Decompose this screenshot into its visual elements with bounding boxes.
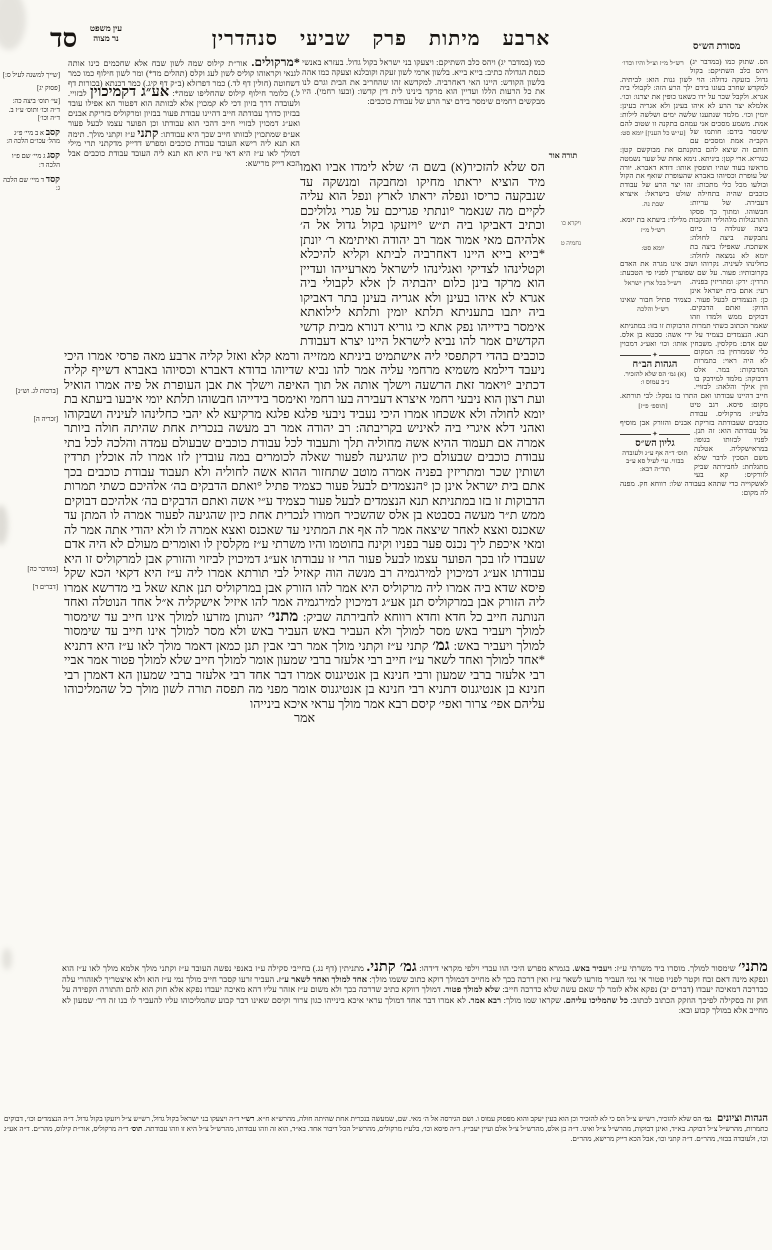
margin-ref: [במדבר כה] bbox=[27, 566, 58, 573]
rashi-dibbur: כל שהמליכו עליהם. bbox=[563, 995, 628, 1005]
entry-text: ג מיי׳ שם פ״ו הלכה ד: bbox=[11, 153, 60, 169]
torah-or-label: תורה אור bbox=[548, 151, 578, 160]
rashi-column bbox=[620, 58, 768, 958]
ein-mishpat-column bbox=[2, 72, 60, 198]
rashi-text: של הקב״ה אמת ומסכים עם חותם זה שיצא להם בתקנתם את מבוקשם קטן: כגוריא. ארי קטן: ביניתא. נימא אחת של שער נשמטה מראשו בעוד שהיו תופסין אותו: דודא דאברא. יורה של עופרת וכסיוהו באברא שהעופרת שואף את הקול ובולעו מכל כלי מתכות: זהו יצר הרע של עבודת כוכבים שהיה בתחילה שולט בישראל: bbox=[620, 128, 769, 198]
margin-note-rashal: רש״ל בכל ארץ ישראל bbox=[624, 279, 682, 287]
flourish-gem-icon: ✦ bbox=[652, 350, 658, 359]
rashi-text: ואתם הדבקים. דבוקים ממש ולמדו וזהו שאמר הכתוב כשתי תמרות הדבוקות זו בזו: במתניתא תנא. הנצמדים כצמיד על ידי אשה: סבטא בן אלס. שם אדם: מקלסין. משבחין אותו: וכו׳ ואע״ג דמכוין bbox=[620, 304, 768, 348]
ein-mishpat-header bbox=[84, 24, 128, 44]
rashi-dibbur: רבא אמר. bbox=[468, 995, 502, 1005]
ein-mishpat-line2: נר מצוה bbox=[93, 32, 119, 43]
flourish-gem-icon: ✦ bbox=[652, 429, 658, 438]
tosafot-dibbur: אע״ג דקמיכוין bbox=[89, 84, 170, 101]
rashi-text: הס. שתוק כמו (במדבר יג) ויהס כלב השתיקם: בקול גדול. בזעקה גדולה: הוי לשון גנות הוא: לביתיה. למקדש שחרב בעונו בידם ילך הרע הזה: לקבולי ביה אגרא. ולקבל שכר על ידו כשאנו כופין את יצרנו: וכו׳. אלמלא יצר הרע לא איהו בעינן ולא אגריה בעינן: יומין וכו׳. מלמד שנתענו שלשה ימים ושלשה לילות: אמת. משמע מסכים אני עמהם בתקנה זו שטוב להם שימסר בידם: חותמו bbox=[620, 58, 768, 137]
margin-note: [שייך למשנה לעיל ס:] bbox=[2, 72, 60, 79]
flourish-ornament bbox=[620, 430, 690, 438]
margin-ref: [דברים ד] bbox=[32, 584, 58, 591]
gemara-part: קתני ע״ז וקתני מולך אמר רבי אבין תנן כמאן דאמר מולך לאו ע״ז היא דתניא *אחד למולך ואחד לשאר ע״ז חייב רבי אלעזר ברבי שמעון אומר למולך חייב שלא למולך פטור אמר אביי רבי אלעזר ברבי שמעון ורבי חנינא בן אנטיגנוס אמרו דבר אחד רבי אלעזר ברבי שמעון הא דאמרן רבי חנינא בן אנטיגנוס דתניא רבי חנינא בן אנטיגנוס אומר מפני מה תפסה תורה לשון מולך כל שהמליכוהו עליהם אפי׳ צרור ואפי׳ קיסם רבא אמר מולך עראי איכא בינייהו bbox=[63, 638, 545, 711]
ein-mishpat-entry bbox=[2, 175, 60, 193]
rashi-text: פיסא. רגב טיט בלע״ז: מרקוליס. עבודת כוכבים שעבודתה בזריקת אבנים והזורק אבן מוסיף על עבודתה הוא: זה bbox=[620, 401, 768, 436]
tosafot-dibbur: קתני bbox=[137, 125, 159, 140]
tosafot-text: אור״ת קילוס שמה לשון שבח אלא שחכמים כינו אותה לגנאי וקראוהו קוליס לשון לעג וקלס (תהלים מד*) ומר לשון חילוף כמו כמר דשחוטה (חולין דף לד.) כמר דפרזלא (ב״ק דף קיג.) כמר דכנתא (בכורות דף ל.) כלומר חילוף קילוס שהחליפו שמה*: bbox=[68, 59, 300, 99]
tosafot-text: לבזויי. ולעובדה דרך בזיון דכי לא קמכוין אלא לבזותה הוא דפטור הא אפילו עובד בבזיון כדרך עבודתה חייב דהיינו עבודת פעור בבזיון ומרקוליס בזריקת אבנים ואע״ג דמכוין לבזויי חייב דהכי הוא עבודתו וכן הפוער עצמו לבעל פעור אע״פ שמתכוין לבזותו חייב שכך היא עבודתו: bbox=[68, 89, 300, 139]
rashi-text: איצרא דעבירה. של עריות: חבשוהו. ומתוך כך פסקו התרנגולות מלהוליד והנקבות מלילד: bbox=[620, 189, 768, 225]
torah-or-ref: נחמיה ט bbox=[560, 240, 581, 247]
daf-number: סד bbox=[50, 24, 78, 53]
margin-note: [עי׳ תוס׳ ביצה כה: ד״ה וכו׳ ותוס׳ ע״ז ב. ד״ה וכו׳] bbox=[8, 98, 60, 122]
footnote-text: ד״ה מרקוליס, אור״ת קילוס, מהר״ם. ד״ה אע״ג וכו׳, ולעובדה בבזוי, מהר״ם. ד״ה קתני וכו׳, אבל הכא דייק מרישא, מהר״ם. bbox=[4, 1125, 768, 1144]
gemara-part: א״ל אחד הנוטלה ואחד הנותנה חייב כל חדא וחדא רווחא לחבירתה שביק: bbox=[64, 595, 545, 624]
entry-letter: קסד bbox=[45, 173, 60, 184]
rashi-top-block bbox=[302, 58, 545, 160]
footnote-lead: תוס׳ bbox=[130, 1125, 143, 1134]
margin-ref-yoma: יומא סט: bbox=[641, 244, 665, 252]
rashi-text: בגמרא מפרש היכי הוו עבדי וילפי מקראי דידהו: bbox=[419, 964, 570, 973]
gemara-label: גמ׳ bbox=[432, 637, 450, 654]
rashi-dibbur: גמ׳ קתני. bbox=[366, 959, 417, 975]
page-title: ארבע מיתות פרק שביעי סנהדרין bbox=[211, 28, 551, 50]
margin-ref-shabbat: שבת נה. bbox=[642, 200, 664, 208]
hagahot-habach-text: (א) גמ׳ הס שלא להזכיר. נ״ב עמוס ו: bbox=[623, 371, 687, 386]
gemara-last-word: אמר bbox=[293, 711, 316, 725]
ein-mishpat-entry bbox=[2, 128, 60, 146]
entry-letter: קסג bbox=[47, 150, 60, 161]
scan-smudge bbox=[0, 505, 8, 545]
ein-mishpat-line1: עין משפט bbox=[89, 23, 123, 33]
rashi-text: תנן. לפניו לבזותו בגופו: במראישקליה. אטלנה משם הסכין לדבר שלא מתגלחת: לחבירתה שביק לזורקיס: קא בעי לאשקוייה כדי שתהא בעבודה שלו: רווחא חק. מפנה לה מקום: bbox=[620, 427, 768, 498]
rashi-text: ביעתא בת יומא. ביצה שנולדה בו ביום נתבקשה ביצה לחולה: bbox=[620, 216, 768, 242]
flourish-ornament bbox=[620, 351, 690, 359]
rashi-text: מתניתין (דף נג.) בחייבי סקילה ע״ז באנפי נפשה העובד ע״ז וקתני מולך אלמא מולך לאו ע״ז הוא ונפקא מינה דאם זבח וקטר לפניו פטור אי נמי העביר מזרעו לשאר ע״ז ואין דרכה בכך לא מחייב דבמולך דוקא כתוב ששמו מולך: bbox=[62, 964, 769, 984]
rashi-text: ומתריזין בפניה. רעי: אתם בית ישראל אינן כן: הנצמדים לבעל פעור. כצמיד פתיל חבור שאינו הדוק: bbox=[620, 277, 768, 313]
mesorat-hashas-header: מסורת הש״ס bbox=[693, 42, 741, 52]
torah-or-ref: ויקרא כו bbox=[561, 220, 581, 227]
tosafot-text: ע״ז וקתני מולך. תימה הא תנא ליה רישא העובד עבודת כוכבים ומפרש דדייק מדקתני תרי מילי דמולך לאו ע״ז היא דאי ע״ז היא הא תנא ליה העובד עבודת כוכבים אבל הכא דייק מרישא: bbox=[68, 129, 300, 168]
rashi-dibbur: אחד למולך ואחד לשאר ע״ז. bbox=[276, 974, 368, 984]
hagahot-habach-title: הגהות הב״ח bbox=[632, 360, 678, 371]
gemara-part: הס שלא להזכיר(א) בשם ה׳ שלא לימדו אביו ואמו מיד הוציא יראתו מחיקו ומחבקה ומנשקה עד שנבקעה כריסו ונפלה יראתו לארץ ונפל הוא עליה לקיים מה שנאמר °ונתתי פגריכם על פגרי גלוליכם וכתיב דאביקו ביה ת״ש °ויזעקו בקול גדול אל ה׳ אלהיהם מאי אמור אמר רב יהודה ואיתימא ר׳ יונתן *בייא בייא היינו דאחרביה לביתא וקליא להיכלא וקטלינהו לצדיקי ואגלינהו לישראל מארעייהו ועדיין הוא מרקד בינן כלום יהבתיה לן אלא לקבולי ביה אגרא לא איהו בעינן ולא אגריה בעינן בתר דאביקו ביה יתבו בתעניתא תלתא יומין ותלתא לילואתא אימסר בידייהו נפק אתא כי גוריא דנורא מבית קדשי הקדשים אמר להו נביא לישראל היינו יצרא דעבודת כוכבים בהדי דקתפסי ליה אישתמיט ביניתא ממזייה ורמא קלא ואזל קליה ארבע מאה פרסי אמרו היכי ניעבד דילמא משמיא מרחמי עליה אמר להו נביא שדיוהו בדודא דאברא וכסיוהו באברא דשייף קליה דכתיב °ויאמר זאת הרשעה וישלך אותה אל תוך האיפה וישלך את אבן העופרת אל פיה אמרו הואיל ועת רצון הוא ניבעי רחמי איצרא דעבירה בעו רחמי ואימסר בידייהו חבשוהו תלתא יומי איבעו ביעתא בת יומא לחולה ולא אשכחו אמרו היכי נעביד ניבעי פלגא פלגא מרקיעא לא יהבי כחלינהו לעיניה ושבקוהו ואהני דלא איגרי ביה לאיניש בקריבתה: רב יהודה אמר רב מעשה בנכרית אחת שהיתה חולה ביותר אמרה אם תעמוד ההיא אשה מחוליה תלך ותעבוד לכל עבודת כוכבים שבעולם עמדה והלכה לכל בתי עבודת כוכבים שבעולם כיון שהגיעה לפעור שאלה לכומרים במה עובדין לזו אמרו לה אוכלין תרדין ושותין שכר ומתריזין בפניה אמרה מוטב שתחזור ההוא אשה לחוליה ולא תעבוד עבודת כוכבים בכך אתם בית ישראל אינן כן °הנצמדים לבעל פעור כצמיד פתיל °ואתם הדבקים בה׳ אלהיכם כשתי תמרות הדבוקות זו בזו במתניתא תנא הנצמדים לבעל פעור כצמיד ע״י אשה ואתם הדבקים בה׳ אלהיכם דבוקים ממש ת״ר מעשה בסבטא בן אלס שהשכיר חמורו לנכרית אחת כיון שהגיעה לפעור אמרה לו המתן עד שאכנס ואצא לאחר שיצאה אמר לה אף את המתיני עד שאכנס ואצא אמרה לו ולא יהודי אתה אמר לה ומאי איכפת ליך נכנס פער בפניו וקינח בחוטמו והיו משרתי ע״ז מקלסין לו ואומרים מעולם לא היה אדם שעבדו לזו בכך הפוער עצמו לבעל פעור הרי זו עבודתו אע״ג דמיכוין לביזוי והזורק אבן למרקוליס זו היא עבודתו אע״ג דמיכוין למירגמיה רב מנשה הוה קאזיל לבי תורתא אמרו ליה ע״ז היא דקאי הכא שקל פיסא שדא ביה אמרו ליה מרקוליס היא אמר להו הזורק אבן במרקוליס תנן אתא שאל בי מדרשא אמרו ליה הזורק אבן במרקוליס תנן אע״ג דמיכוין למירגמיה אמר להו איזיל אישקליה bbox=[64, 160, 545, 609]
hagahot-vetziyunim-block bbox=[4, 1114, 768, 1145]
footnote-text: הס שלא להזכיר, רש״ש צ״ל הס כי לא להזכיר וכן הוא בעין יעקב והוא מפסוק עמוס ו. ושם הגירסה אל ה׳ מאי. שם, שמעשה בנכרית אחת שהיתה חולה, מהרש״א ח״א. bbox=[256, 1115, 702, 1123]
rashi-dibbur: שלא למולך פטור. bbox=[443, 985, 501, 995]
rashi-text: כמו (במדבר יג) ויהס כלב השתיקם: ויצעקו בני ישראל בקול גדול. בעזרא באנשי כנסת הגדולה כתיב: בייא בייא. בלשון ארמי לשון זעקה וקובלנא וצעקה כמו אהה בלשון הקודש: היינו האי דאחרביה. למקדשא זהו שהחריב את הבית וגרם לנו את כל הרעות הללו ועדיין הוא מרקד בינינו לית דין קדשו: (ובעו רחמי). היו מבקשים רחמים שימסר בידם יצר הרע של עבודת כוכבים: bbox=[302, 58, 545, 107]
ein-mishpat-entry bbox=[2, 151, 60, 169]
scan-smudge bbox=[2, 948, 12, 970]
rashi-text: לא אמרו דבר אחד דמולך עראי איכא בינייהו כגון צרור וקיסם שאינו דבר קבוע שהמליכוהו עליו להעביר לו בנו זה דר׳ שמעון לא מחייב אלא במולך קבוע ובא: bbox=[62, 995, 768, 1016]
rashi-bottom-block bbox=[62, 959, 769, 1112]
margin-note-rashal: רש״ל והלכה bbox=[637, 306, 669, 314]
rashi-text: כלי שממרחין בו: המקום לא היה ראוי: כתמרות המדבקות: במר. אלס דדבוקה: מלמד למידבק בו וזין אילך והלאה: לבזויי. חייב דהיינו עבודתו ואם התרו בו נסקל: לבי תורתא. מקום: bbox=[620, 348, 768, 410]
main-text-area bbox=[63, 55, 546, 960]
rashi-dibbur: מתני׳ bbox=[738, 959, 768, 975]
rashi-text: שקראו שמו מולך: bbox=[503, 995, 562, 1005]
margin-ref-tosefta: [תוספ׳ פ״ז] bbox=[638, 403, 668, 411]
tosafot-dibbur: *מרקולים. bbox=[251, 55, 300, 69]
mishnah-text: יהנותן מזרעו למולך אינו חייב עד שימסור למולך ויעביר באש מסר למולך ולא העביר באש העביר באש ולא מסר למולך אינו חייב עד שימסור למולך ויעביר באש: bbox=[64, 609, 546, 653]
gilyon-hashas-box bbox=[620, 430, 690, 473]
margin-ref: [ברכות לג. וש״נ] bbox=[15, 388, 58, 395]
rashi-text: העביר זרעו קסבר חייב מולך נמי ע״ז הוא ולא איצטריך לאזהורי עלה כבדרכה דמאיכה יעבדו (דברים יב) נפקא אלא לומר לך שאם עשה שלא כדרכה חייב: bbox=[62, 974, 768, 995]
margin-note: [פסוק יג] bbox=[36, 85, 60, 93]
rashi-text: שימסור למולך. מוסרו ביד משרתי ע״ז: bbox=[614, 964, 736, 973]
scan-smudge bbox=[0, 0, 26, 50]
gilyon-hashas-title: גליון הש״ס bbox=[635, 439, 675, 450]
entry-letter: קסב bbox=[45, 127, 60, 138]
entry-text: ד מיי׳ שם הלכה ג: bbox=[3, 176, 60, 193]
rashi-dibbur: ויעביר באש. bbox=[572, 964, 612, 973]
margin-note-rashal: רש״ל מ״ז bbox=[640, 227, 666, 235]
entry-text: א ב מיי׳ פ״ג מהל׳ עכו״ם הלכה ה: bbox=[6, 130, 60, 146]
rashi-text: דמולך דווקא כתיב שדרכה בכך ולא משום ע״ז אזהר עליו דהא מאיכה יעבדו נפקא אלא חוק הוא להם והתורה הקפידה על חוק זה בסקילה לפיכך הוזקק הכתוב לכתוב: bbox=[62, 985, 768, 1005]
margin-ref-yoma: [עי׳ש כל הענין] יומא סט: bbox=[620, 130, 686, 138]
mishnah-label: מתני׳ bbox=[267, 608, 299, 625]
hagahot-vetziyunim-label: הגהות וציונים bbox=[716, 1113, 769, 1124]
margin-note-rashal: רש״ל מ״ז וצ״ל והיו וכדו׳ bbox=[622, 60, 684, 67]
gilyon-hashas-text: תוס׳ ד״ה אף ע״ג ולעובדה בבזוי. עי׳ לעיל סא ע״ב תוד״ה רבא: bbox=[622, 450, 688, 473]
footnote-lead: רש״י bbox=[241, 1115, 255, 1123]
tosafot-block bbox=[64, 55, 300, 335]
margin-ref: [זכריה ה] bbox=[33, 416, 58, 423]
rashi-text: אשתכח. שאפילו ביצה בת יומא לא נמצאה לחולה: כחלינהו לעיניה. נקרוהו ושוב אינו מגרה את האדם בקרובותיו: פעור. על שם שפוערין לפניו פי הטבעת: תרדין: ירק: bbox=[620, 242, 768, 286]
hagahot-habach-box bbox=[620, 351, 690, 386]
footnote-lead: גמ׳ bbox=[703, 1115, 712, 1123]
footnote-text: ד״ה ויצעקו בני ישראל בקול גדול, רש״ש צ״ל ויזעקו בקול גדול. ד״ה הנצמדים וכו׳, דבוקים כתמרות, מהרש״ל צ״ל דבוקה. בא״ד, ואינן דבוקות, מהרש״ל צ״ל ואינו. ד״ה בן אלס, מהרש״ל צ״ל אלם ועיין יעב״ץ. ד״ה פיסא וכו׳, בלע״ז מרקוליס, מהרש״ל הכל דיבור אחד. בא״ד, הוא זה וזהו עבודתו, מהרש״ל צ״ל היא זו וזהו עבודתה. bbox=[4, 1115, 769, 1134]
